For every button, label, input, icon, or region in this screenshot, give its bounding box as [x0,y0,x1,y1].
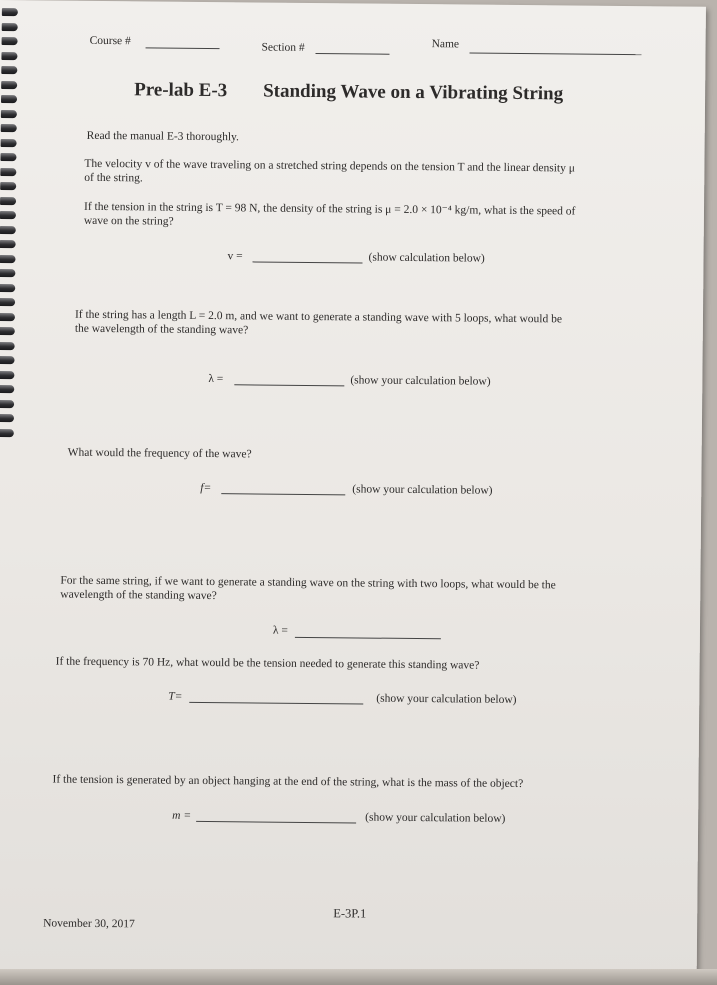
q2-text-line2: the wavelength of the standing wave? [74,322,249,337]
q3-variable: f= [200,481,212,495]
section-blank[interactable] [315,53,389,55]
q2-hint: (show your calculation below) [350,374,491,388]
spiral-coil [0,400,14,408]
spiral-coil [0,182,16,190]
desk-edge [0,969,717,985]
q1-hint: (show calculation below) [368,251,485,265]
spiral-coil [1,124,17,132]
q1-text-line2: wave on the string? [83,214,174,228]
spiral-coil [0,211,16,219]
lab-title: Pre-lab E-3 [134,79,228,102]
q5-text: If the frequency is 70 Hz, what would be the tension needed to generate this standing wave? [55,655,480,672]
spiral-coil [0,371,14,379]
q3-text: What would the frequency of the wave? [67,446,252,461]
spiral-coil [0,298,15,306]
section-label: Section # [261,41,305,54]
spiral-coil [1,81,17,89]
q6-hint: (show your calculation below) [365,811,506,825]
q1-answer-blank[interactable] [252,261,362,263]
q5-answer-blank[interactable] [189,702,363,705]
course-label: Course # [89,34,131,48]
name-label: Name [431,38,460,51]
spiral-binding [0,8,26,448]
q6-variable: m = [172,809,192,822]
velocity-text-line1: The velocity v of the wave traveling on a stretched string depends on the tension T and the linear density μ [84,157,575,175]
q6-text: If the tension is generated by an object hanging at the end of the string, what is the mass of the object? [52,773,524,791]
q1-text-line1: If the tension in the string is T = 98 N, the density of the string is μ = 2.0 × 10⁻⁴ kg/m, what is the speed of [83,200,576,218]
q5-hint: (show your calculation below) [376,692,517,706]
q4-variable: λ = [272,624,288,637]
spiral-coil [0,356,15,364]
spiral-coil [1,110,17,118]
q2-text-line1: If the string has a length L = 2.0 m, and we want to generate a standing wave with 5 loops, what would be [74,308,563,326]
spiral-coil [2,37,18,45]
q2-variable: λ = [208,373,224,386]
spiral-coil [0,240,16,248]
course-blank[interactable] [146,47,220,49]
spiral-coil [0,197,16,205]
spiral-coil [1,66,17,74]
q2-answer-blank[interactable] [234,384,344,386]
q5-variable: T= [168,690,183,703]
spiral-coil [0,255,16,263]
q1-variable: v = [227,250,243,263]
spiral-coil [0,269,15,277]
date-stamp: November 30, 2017 [43,917,135,931]
spiral-coil [0,414,14,422]
lab-topic: Standing Wave on a Vibrating String [263,80,564,105]
page-id: E-3P.1 [333,906,367,921]
spiral-coil [2,8,18,16]
q4-text-line1: For the same string, if we want to generate a standing wave on the string with two loops, what would be the [60,574,556,592]
spiral-coil [0,284,15,292]
spiral-coil [0,327,15,335]
intro-text: Read the manual E-3 thoroughly. [86,129,239,144]
q4-text-line2: wavelength of the standing wave? [60,588,217,603]
spiral-coil [1,52,17,60]
spiral-coil [1,95,17,103]
spiral-coil [0,342,15,350]
spiral-coil [0,385,14,393]
q3-answer-blank[interactable] [221,493,345,495]
spiral-coil [0,168,16,176]
spiral-coil [2,23,18,31]
name-blank[interactable] [470,53,642,56]
spiral-coil [0,226,16,234]
q4-answer-blank[interactable] [295,637,441,639]
velocity-text-line2: of the string. [84,171,143,185]
spiral-coil [0,153,16,161]
spiral-coil [0,313,15,321]
q6-answer-blank[interactable] [196,821,356,824]
spiral-coil [1,139,17,147]
q3-hint: (show your calculation below) [352,483,493,497]
spiral-coil [0,428,14,436]
